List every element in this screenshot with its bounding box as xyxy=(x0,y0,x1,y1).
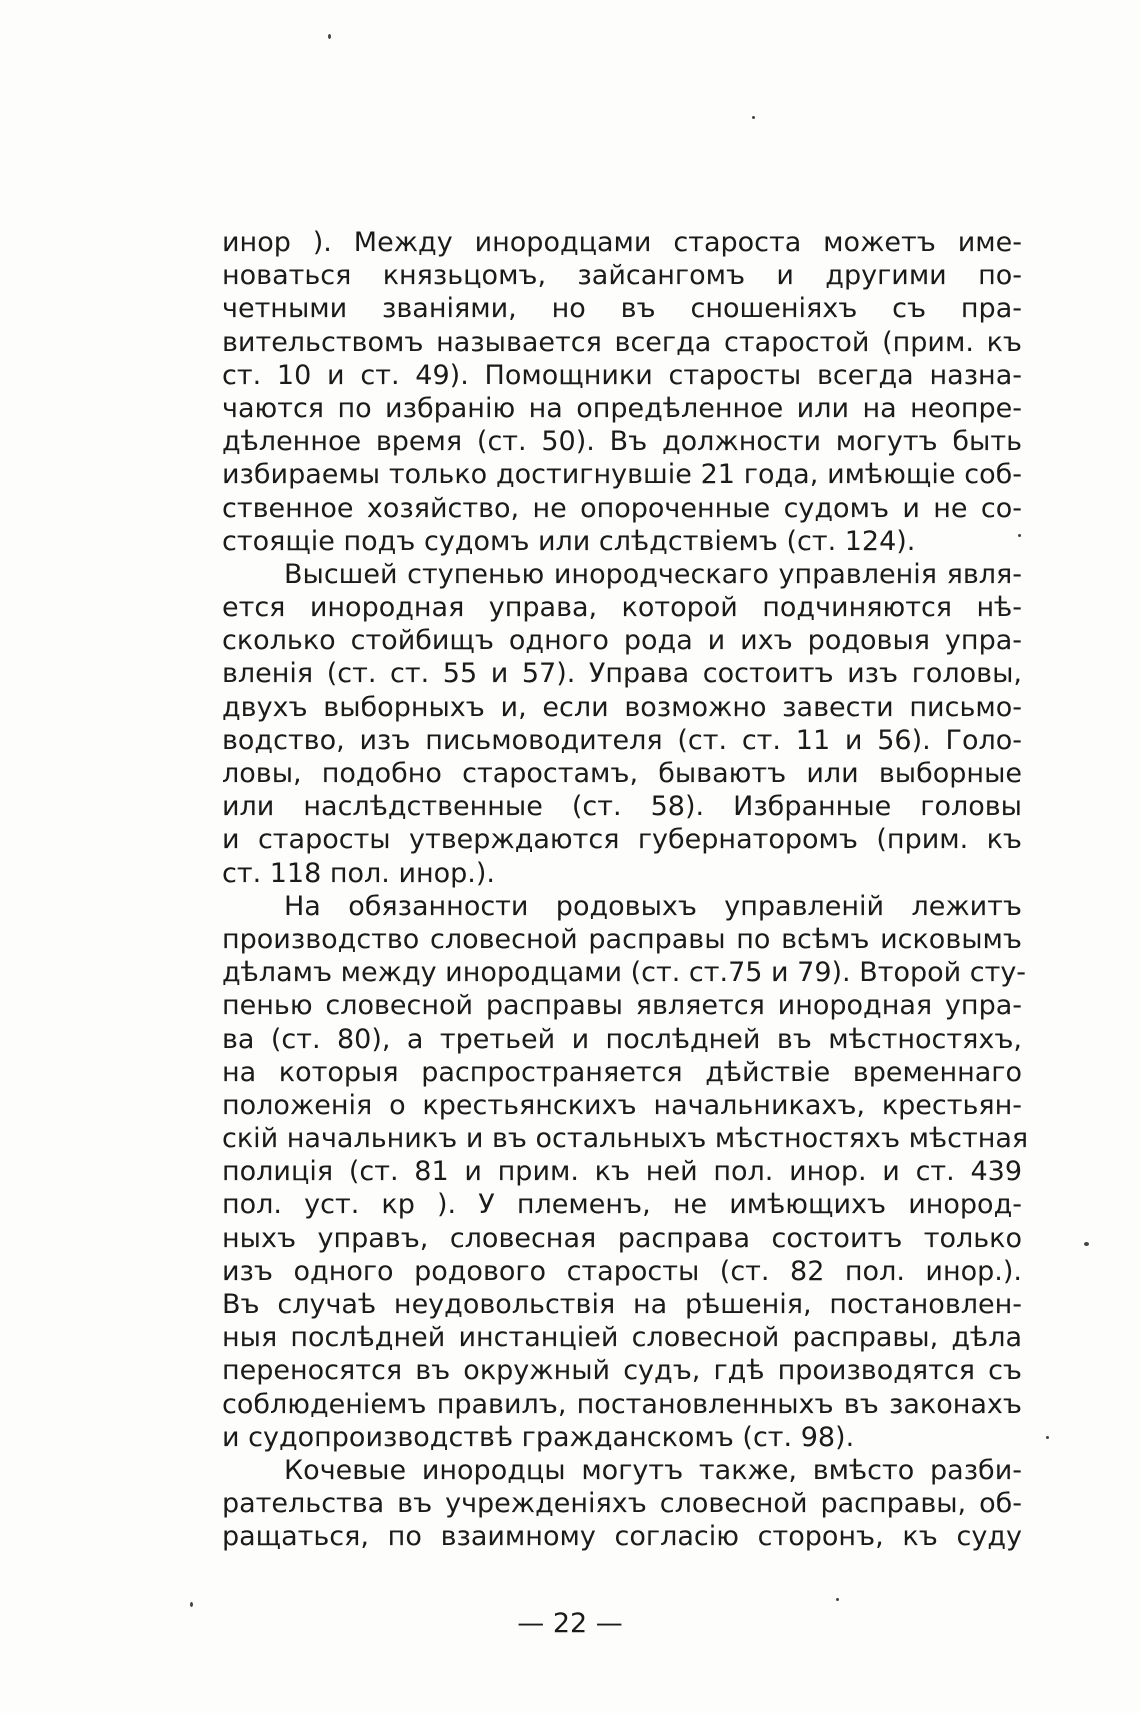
text-line: соблюденiемъ правилъ, постановленныхъ въ законахъ xyxy=(222,1388,1022,1420)
text-line: ст. 118 пол. инор.). xyxy=(222,857,496,889)
paragraph-start-line: Высшей ступенью инородческаго управленiя явля- xyxy=(284,558,1022,590)
text-line: положенiя о крестьянскихъ начальникахъ, крестьян- xyxy=(222,1089,1022,1121)
text-line: ственное хозяйство, не опороченные судомъ и не со- xyxy=(222,492,1022,524)
text-line: стоящiе подъ судомъ или слѣдствiемъ (ст. 124). xyxy=(222,525,916,557)
text-line: новаться князьцомъ, зайсангомъ и другими по- xyxy=(222,260,1022,292)
text-line: ращаться, по взаимному согласiю сторонъ, къ суду xyxy=(222,1521,1022,1553)
paragraph-start-line: Кочевые инородцы могутъ также, вмѣсто разби- xyxy=(284,1454,1022,1486)
text-line: четными званiями, но въ сношенiяхъ съ пра- xyxy=(222,293,1022,325)
text-line: переносятся въ окружный судъ, гдѣ производятся съ xyxy=(222,1355,1022,1387)
scan-speck xyxy=(328,34,331,39)
text-line: чаются по избранiю на опредѣленное или на неопре- xyxy=(222,392,1022,424)
text-line: производство словесной расправы по всѣмъ исковымъ xyxy=(222,923,1022,955)
text-line: инор ). Между инородцами староста можетъ име- xyxy=(222,227,1022,258)
text-line: ст. 10 и ст. 49). Помощники старосты всегда назна- xyxy=(222,359,1022,391)
scan-speck xyxy=(1084,1242,1089,1246)
scan-speck xyxy=(190,1602,193,1607)
scan-speck xyxy=(1046,1436,1049,1439)
scan-speck xyxy=(1018,534,1021,537)
text-line: рательства въ учрежденiяхъ словесной расправы, об- xyxy=(222,1488,1022,1520)
text-line: или наслѣдственные (ст. 58). Избранные головы xyxy=(222,791,1022,823)
text-line: скiй начальникъ и въ остальныхъ мѣстностяхъ мѣстная xyxy=(222,1123,1029,1155)
text-line: ныхъ управъ, словесная расправа состоитъ только xyxy=(222,1222,1022,1254)
body-text xyxy=(222,226,1029,1554)
text-line: вительствомъ называется всегда старостой (прим. къ xyxy=(222,326,1022,358)
text-line: полицiя (ст. 81 и прим. къ ней пол. инор. и ст. 439 xyxy=(222,1156,1022,1188)
text-line: двухъ выборныхъ и, если возможно завести письмо- xyxy=(222,691,1022,723)
scan-speck xyxy=(752,116,755,119)
text-line: сколько стойбищъ одного рода и ихъ родовыя упра- xyxy=(222,625,1022,657)
scan-speck xyxy=(836,1598,839,1601)
text-line: вленiя (ст. ст. 55 и 57). Управа состоитъ изъ головы, xyxy=(222,658,1022,690)
text-line: изъ одного родового старосты (ст. 82 пол. инор.). xyxy=(222,1255,1022,1287)
text-line: Въ случаѣ неудовольствiя на рѣшенiя, постановлен- xyxy=(222,1289,1022,1320)
text-line: избираемы только достигнувшiе 21 года, имѣющiе соб- xyxy=(222,459,1022,491)
text-line: ловы, подобно старостамъ, бываютъ или выборные xyxy=(222,758,1022,789)
text-line: ва (ст. 80), а третьей и послѣдней въ мѣстностяхъ, xyxy=(222,1023,1022,1055)
text-line: ныя послѣдней инстанцiей словесной расправы, дѣла xyxy=(222,1322,1022,1354)
paragraph-start-line: На обязанности родовыхъ управленiй лежитъ xyxy=(284,890,1022,922)
page-number: — 22 — xyxy=(517,1608,623,1639)
text-line: водство, изъ письмоводителя (ст. ст. 11 и 56). Голо- xyxy=(222,724,1022,756)
text-line: дѣленное время (ст. 50). Въ должности могутъ быть xyxy=(222,426,1022,458)
text-line: пол. уст. кр ). У племенъ, не имѣющихъ инород- xyxy=(222,1189,1022,1221)
text-line: и судопроизводствѣ гражданскомъ (ст. 98). xyxy=(222,1421,855,1453)
text-line: на которыя распространяется дѣйствiе временнаго xyxy=(222,1056,1022,1088)
text-line: и старосты утверждаются губернаторомъ (прим. къ xyxy=(222,824,1022,856)
text-line: ется инородная управа, которой подчиняются нѣ- xyxy=(222,592,1022,624)
text-line: дѣламъ между инородцами (ст. ст.75 и 79). Второй сту- xyxy=(222,957,1027,989)
text-line: пенью словесной расправы является инородная упра- xyxy=(222,990,1022,1022)
